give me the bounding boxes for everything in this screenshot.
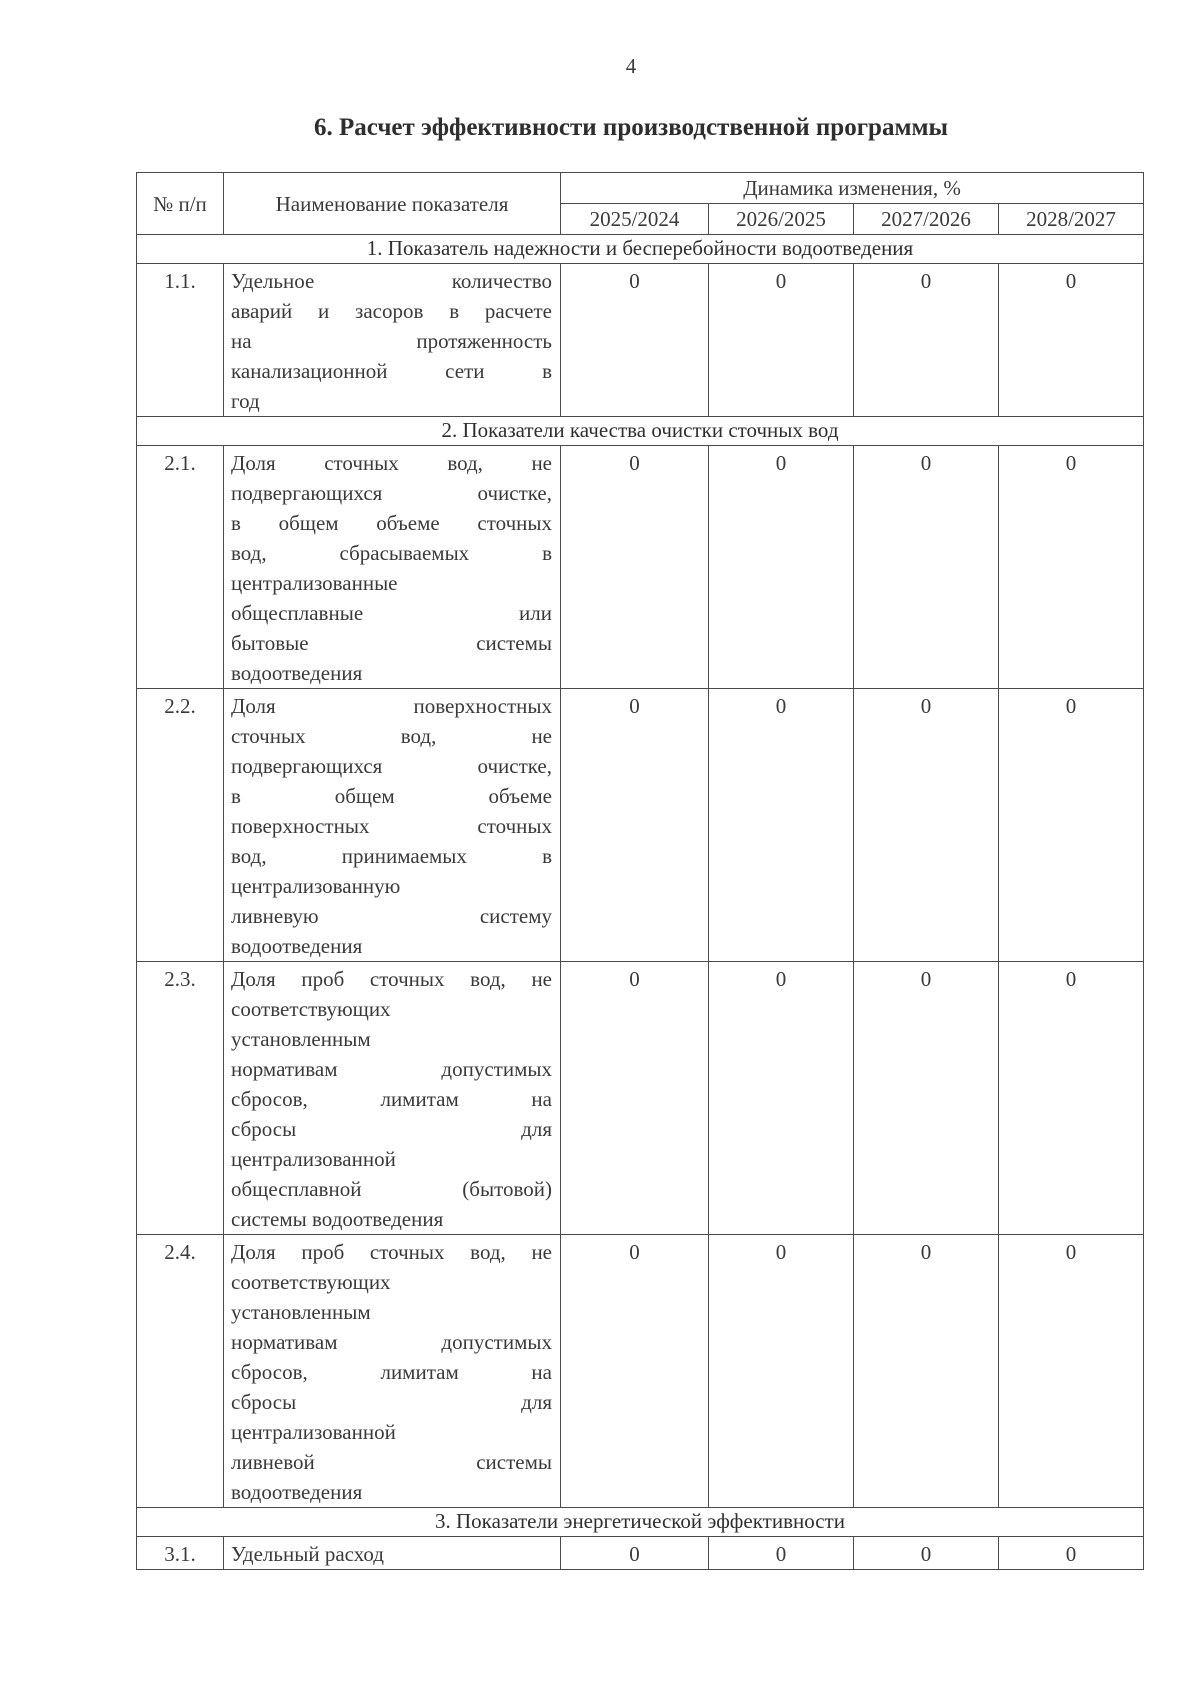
indicator-value: 0 bbox=[999, 689, 1144, 962]
indicator-value: 0 bbox=[709, 264, 854, 417]
indicator-name-line: подвергающихся очистке, bbox=[231, 754, 552, 778]
indicator-value: 0 bbox=[561, 264, 709, 417]
table-row bbox=[137, 962, 1144, 1235]
section-title: 2. Показатели качества очистки сточных вод bbox=[137, 417, 1144, 446]
efficiency-table bbox=[136, 172, 1144, 1570]
indicator-name-line: Удельный расход bbox=[231, 1542, 384, 1566]
indicator-name-line: установленным bbox=[231, 1300, 371, 1324]
indicator-value: 0 bbox=[561, 1235, 709, 1508]
indicator-name-line: соответствующих bbox=[231, 997, 391, 1021]
indicator-name bbox=[224, 1537, 561, 1570]
indicator-name-line: общесплавные или bbox=[231, 601, 552, 625]
indicator-name bbox=[224, 1235, 561, 1508]
indicator-name-line: бытовые системы bbox=[231, 631, 552, 655]
header-year: 2026/2025 bbox=[709, 204, 854, 235]
indicator-name-line: сбросов, лимитам на bbox=[231, 1360, 552, 1384]
indicator-name-line: сбросы для bbox=[231, 1390, 552, 1414]
table-row bbox=[137, 689, 1144, 962]
header-year: 2028/2027 bbox=[999, 204, 1144, 235]
indicator-name-line: централизованной bbox=[231, 1147, 396, 1171]
indicator-value: 0 bbox=[709, 1235, 854, 1508]
row-number: 2.2. bbox=[137, 689, 224, 962]
indicator-value: 0 bbox=[709, 689, 854, 962]
indicator-value: 0 bbox=[854, 1537, 999, 1570]
indicator-name-line: нормативам допустимых bbox=[231, 1057, 552, 1081]
indicator-value: 0 bbox=[561, 689, 709, 962]
indicator-name-line: сточных вод, не bbox=[231, 724, 552, 748]
page-title: 6. Расчет эффективности производственной программы bbox=[313, 114, 949, 141]
row-number: 2.3. bbox=[137, 962, 224, 1235]
table-row bbox=[137, 1537, 1144, 1570]
indicator-value: 0 bbox=[854, 962, 999, 1235]
page-number: 4 bbox=[625, 54, 637, 78]
row-number: 1.1. bbox=[137, 264, 224, 417]
indicator-name-line: нормативам допустимых bbox=[231, 1330, 552, 1354]
indicator-name bbox=[224, 962, 561, 1235]
section-title: 1. Показатель надежности и бесперебойности водоотведения bbox=[137, 235, 1144, 264]
indicator-value: 0 bbox=[999, 962, 1144, 1235]
indicator-name-line: вод, сбрасываемых в bbox=[231, 541, 552, 565]
row-number: 2.1. bbox=[137, 446, 224, 689]
table-row bbox=[137, 446, 1144, 689]
indicator-value: 0 bbox=[999, 446, 1144, 689]
indicator-name-line: Доля поверхностных bbox=[231, 694, 552, 718]
indicator-name-line: на протяженность bbox=[231, 329, 552, 353]
header-number: № п/п bbox=[137, 173, 224, 235]
indicator-value: 0 bbox=[999, 264, 1144, 417]
indicator-name-line: установленным bbox=[231, 1027, 371, 1051]
indicator-value: 0 bbox=[561, 1537, 709, 1570]
header-year: 2027/2026 bbox=[854, 204, 999, 235]
header-year: 2025/2024 bbox=[561, 204, 709, 235]
indicator-name-line: общесплавной (бытовой) bbox=[231, 1177, 552, 1201]
indicator-name-line: сбросы для bbox=[231, 1117, 552, 1141]
header-dynamics: Динамика изменения, % bbox=[561, 173, 1144, 204]
section-title: 3. Показатели энергетической эффективности bbox=[137, 1508, 1144, 1537]
indicator-value: 0 bbox=[709, 1537, 854, 1570]
indicator-name-line: подвергающихся очистке, bbox=[231, 481, 552, 505]
indicator-name-line: поверхностных сточных bbox=[231, 814, 552, 838]
indicator-name-line: Доля проб сточных вод, не bbox=[231, 967, 552, 991]
header-indicator-name: Наименование показателя bbox=[224, 173, 561, 235]
row-number: 3.1. bbox=[137, 1537, 224, 1570]
indicator-name bbox=[224, 689, 561, 962]
indicator-name-line: год bbox=[231, 389, 260, 413]
indicator-name-line: Доля проб сточных вод, не bbox=[231, 1240, 552, 1264]
indicator-name-line: соответствующих bbox=[231, 1270, 391, 1294]
indicator-name-line: в общем объеме bbox=[231, 784, 552, 808]
indicator-name-line: в общем объеме сточных bbox=[231, 511, 552, 535]
indicator-value: 0 bbox=[854, 689, 999, 962]
indicator-name-line: ливневую систему bbox=[231, 904, 552, 928]
table-row bbox=[137, 1235, 1144, 1508]
indicator-name-line: централизованную bbox=[231, 874, 401, 898]
indicator-name-line: централизованной bbox=[231, 1420, 396, 1444]
indicator-value: 0 bbox=[709, 962, 854, 1235]
table-row bbox=[137, 264, 1144, 417]
indicator-name-line: водоотведения bbox=[231, 1480, 363, 1504]
indicator-name-line: Удельное количество bbox=[231, 269, 552, 293]
indicator-value: 0 bbox=[854, 446, 999, 689]
indicator-name bbox=[224, 446, 561, 689]
indicator-value: 0 bbox=[999, 1235, 1144, 1508]
indicator-name bbox=[224, 264, 561, 417]
indicator-name-line: централизованные bbox=[231, 571, 398, 595]
indicator-name-line: водоотведения bbox=[231, 934, 363, 958]
indicator-name-line: Доля сточных вод, не bbox=[231, 451, 552, 475]
indicator-value: 0 bbox=[709, 446, 854, 689]
indicator-value: 0 bbox=[999, 1537, 1144, 1570]
indicator-value: 0 bbox=[854, 1235, 999, 1508]
indicator-name-line: водоотведения bbox=[231, 661, 363, 685]
indicator-value: 0 bbox=[561, 446, 709, 689]
indicator-name-line: ливневой системы bbox=[231, 1450, 552, 1474]
row-number: 2.4. bbox=[137, 1235, 224, 1508]
indicator-name-line: сбросов, лимитам на bbox=[231, 1087, 552, 1111]
indicator-value: 0 bbox=[854, 264, 999, 417]
indicator-value: 0 bbox=[561, 962, 709, 1235]
indicator-name-line: системы водоотведения bbox=[231, 1207, 444, 1231]
indicator-name-line: вод, принимаемых в bbox=[231, 844, 552, 868]
indicator-name-line: канализационной сети в bbox=[231, 359, 552, 383]
indicator-name-line: аварий и засоров в расчете bbox=[231, 299, 552, 323]
